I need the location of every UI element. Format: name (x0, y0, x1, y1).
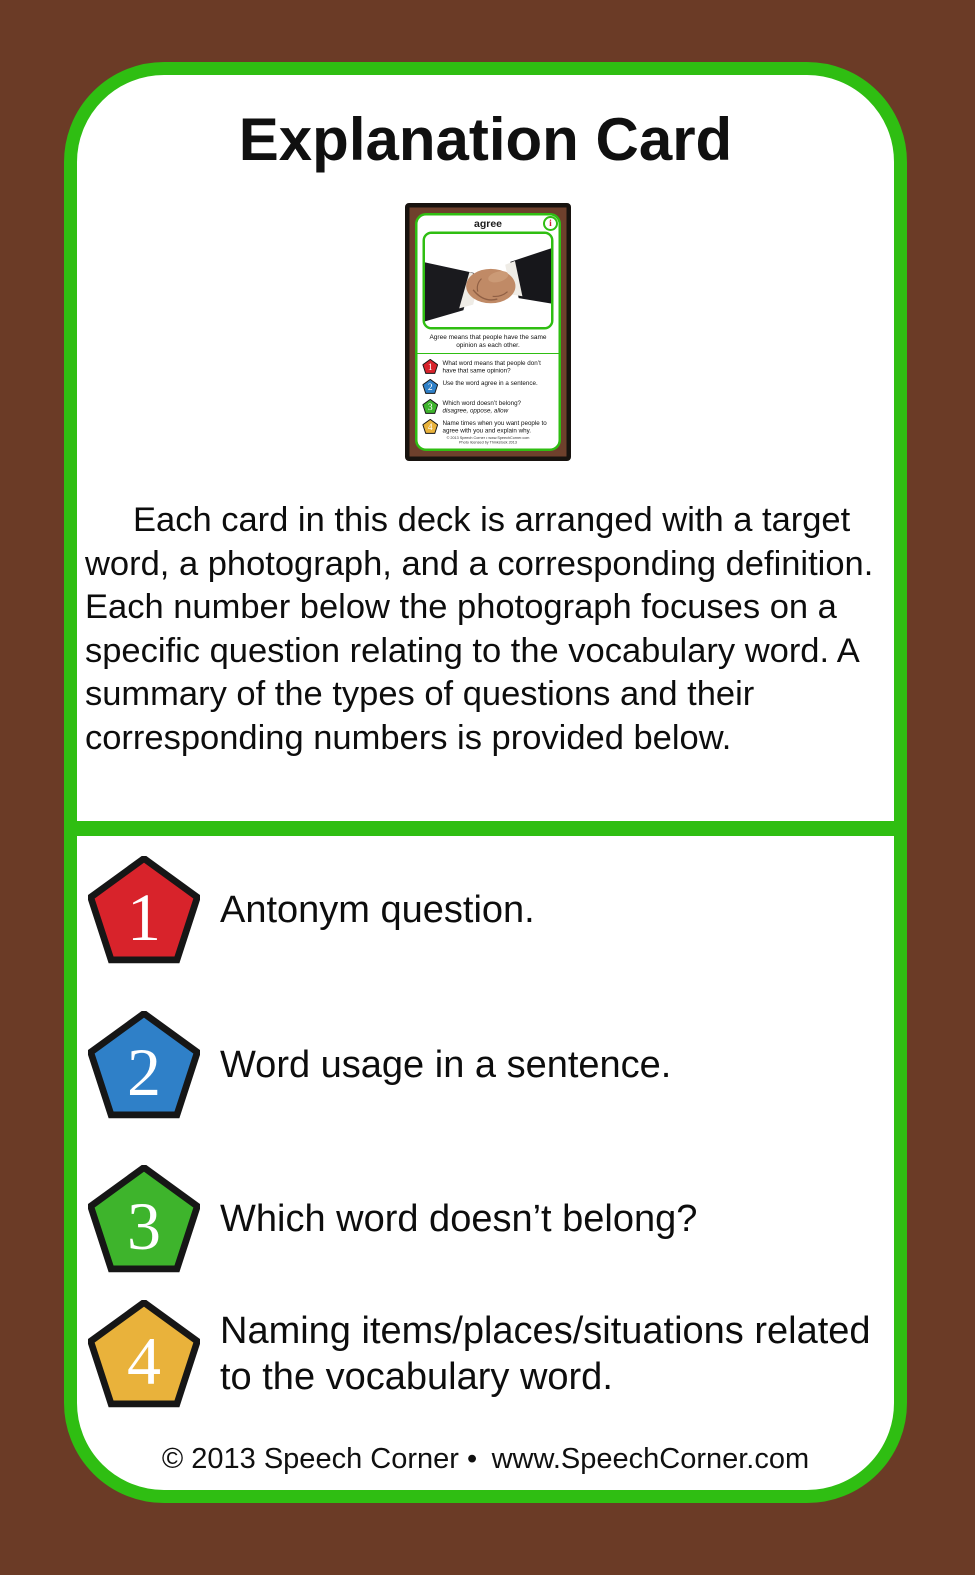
pentagon-number: 4 (127, 1322, 161, 1399)
sample-question-text: Use the word agree in a sentence. (442, 379, 538, 387)
sample-card-divider (418, 353, 559, 354)
sample-card-word: agree (473, 218, 503, 230)
sample-question-row (423, 359, 554, 374)
sample-card-panel (415, 213, 561, 451)
handshake-photo-frame (423, 232, 554, 330)
pentagon-number: 2 (427, 382, 433, 393)
sample-card (405, 203, 571, 461)
summary-item-label: Naming items/places/situations related to the vocabulary word. (220, 1310, 871, 1398)
info-icon: i (543, 216, 558, 231)
sample-question-main: Which word doesn’t belong? (442, 399, 522, 407)
explanation-card (64, 62, 907, 1503)
copyright-footer: © 2013 Speech Corner • www.SpeechCorner.com (161, 1443, 810, 1475)
pentagon-4-icon (423, 419, 439, 434)
summary-item-label: Antonym question. (220, 889, 535, 931)
summary-item-2 (88, 1008, 888, 1122)
pentagon-number: 1 (127, 878, 161, 955)
handshake-photo-icon (425, 234, 551, 327)
sample-question-options: disagree, oppose, allow (442, 406, 509, 414)
sample-question-row (423, 379, 554, 394)
summary-item-label: Word usage in a sentence. (220, 1044, 672, 1086)
summary-item-label: Which word doesn’t belong? (220, 1198, 698, 1240)
pentagon-number: 4 (427, 422, 433, 433)
sample-question-row (423, 399, 554, 414)
summary-item-3 (88, 1162, 888, 1276)
sample-card-fine-print (423, 434, 554, 445)
pentagon-number: 3 (427, 402, 433, 413)
sample-card-frame (405, 203, 571, 461)
pentagon-number: 1 (427, 362, 433, 373)
summary-item-4 (88, 1297, 888, 1411)
pentagon-1-icon (88, 856, 200, 964)
sample-question-text: Name times when you want people to agree with you and explain why. (442, 419, 547, 434)
sample-question-row (423, 419, 554, 434)
pentagon-number: 3 (127, 1187, 161, 1264)
section-divider (64, 821, 907, 836)
pentagon-4-icon (88, 1300, 200, 1408)
pentagon-2-icon (423, 379, 439, 394)
pentagon-number: 2 (127, 1033, 161, 1110)
pentagon-1-icon (423, 359, 439, 374)
sample-question-text: What word means that people don’t have that same opinion? (442, 359, 541, 374)
sample-fine-print-line1: © 2013 Speech Corner • www.SpeechCorner.com (446, 435, 530, 440)
sample-question-text (443, 399, 522, 414)
pentagon-3-icon (423, 399, 439, 414)
pentagon-3-icon (88, 1165, 200, 1273)
explanation-paragraph: Each card in this deck is arranged with a target word, a photograph, and a corresponding definition. Each number below the photograph focuses on a specific question relating to the vocabulary word. A summary of the types of questions and their corresponding numbers is provided below. (85, 501, 874, 757)
summary-item-1 (88, 853, 888, 967)
pentagon-2-icon (88, 1011, 200, 1119)
sample-card-definition: Agree means that people have the same opinion as each other. (429, 333, 547, 349)
page-title: Explanation Card (238, 106, 733, 173)
sample-fine-print-line2: Photo licensed by Thinkstock 2013 (459, 439, 517, 445)
